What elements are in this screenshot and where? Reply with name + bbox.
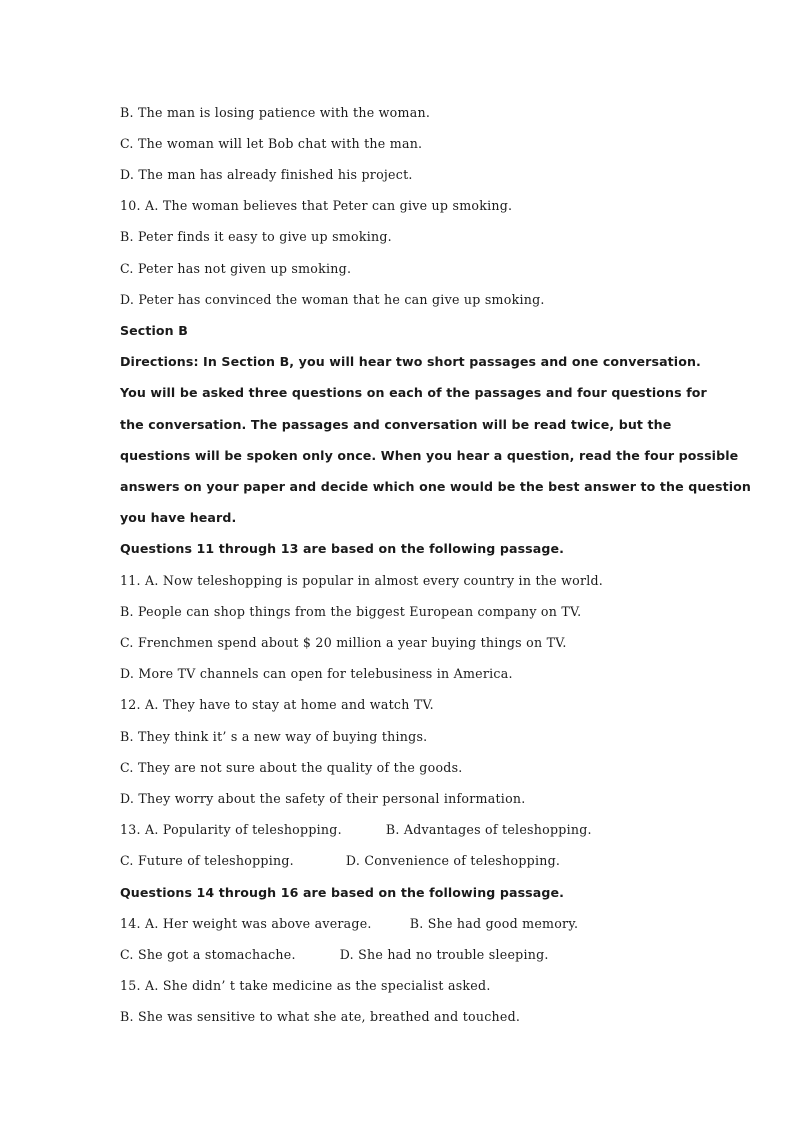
q10-option-a: 10. A. The woman believes that Peter can give up smoking.: [120, 198, 513, 213]
q13-option-b: B. Advantages of teleshopping.: [385, 822, 592, 837]
q11-option-b: B. People can shop things from the biggest European company on TV.: [120, 604, 582, 619]
q10-option-c: C. Peter has not given up smoking.: [120, 261, 352, 276]
q14-option-d: D. She had no trouble sleeping.: [339, 947, 549, 962]
directions-line-1: Directions: In Section B, you will hear two short passages and one conversation.: [120, 354, 701, 369]
q13-option-a: 13. A. Popularity of teleshopping.: [120, 822, 342, 837]
q14-option-c: C. She got a stomachache.: [120, 947, 296, 962]
q10-option-b: B. Peter finds it easy to give up smoking.: [120, 229, 392, 244]
q12-option-d: D. They worry about the safety of their personal information.: [120, 791, 526, 806]
directions-line-6: you have heard.: [120, 510, 237, 525]
q12-option-c: C. They are not sure about the quality of the goods.: [120, 760, 463, 775]
q11-option-a: 11. A. Now teleshopping is popular in almost every country in the world.: [120, 573, 604, 588]
q10-option-d: D. Peter has convinced the woman that he can give up smoking.: [120, 292, 545, 307]
q11-option-c: C. Frenchmen spend about $ 20 million a year buying things on TV.: [120, 635, 567, 650]
q14-options-row-1: [120, 915, 578, 933]
directions-line-3: the conversation. The passages and conversation will be read twice, but the: [120, 417, 672, 432]
directions-line-5: answers on your paper and decide which one would be the best answer to the question: [120, 479, 751, 494]
passage-1-intro: Questions 11 through 13 are based on the following passage.: [120, 541, 565, 556]
q15-option-a: 15. A. She didn’ t take medicine as the specialist asked.: [120, 978, 491, 993]
q13-option-d: D. Convenience of teleshopping.: [345, 853, 561, 868]
q14-option-a: 14. A. Her weight was above average.: [120, 916, 372, 931]
q14-options-row-2: [120, 946, 549, 964]
directions-line-2: You will be asked three questions on each of the passages and four questions for: [120, 385, 707, 400]
q14-option-b: B. She had good memory.: [409, 916, 579, 931]
q13-options-row-1: [120, 821, 592, 839]
section-b-heading: Section B: [120, 323, 188, 338]
q13-options-row-2: [120, 852, 560, 870]
q12-option-b: B. They think it’ s a new way of buying things.: [120, 729, 428, 744]
passage-2-intro: Questions 14 through 16 are based on the following passage.: [120, 885, 565, 900]
q11-option-d: D. More TV channels can open for telebusiness in America.: [120, 666, 513, 681]
q12-option-a: 12. A. They have to stay at home and watch TV.: [120, 697, 434, 712]
q13-option-c: C. Future of teleshopping.: [120, 853, 294, 868]
q15-option-b: B. She was sensitive to what she ate, breathed and touched.: [120, 1009, 521, 1024]
q9-option-d: D. The man has already finished his project.: [120, 167, 413, 182]
q9-option-c: C. The woman will let Bob chat with the man.: [120, 136, 423, 151]
q9-option-b: B. The man is losing patience with the woman.: [120, 105, 431, 120]
directions-line-4: questions will be spoken only once. When you hear a question, read the four possible: [120, 448, 739, 463]
